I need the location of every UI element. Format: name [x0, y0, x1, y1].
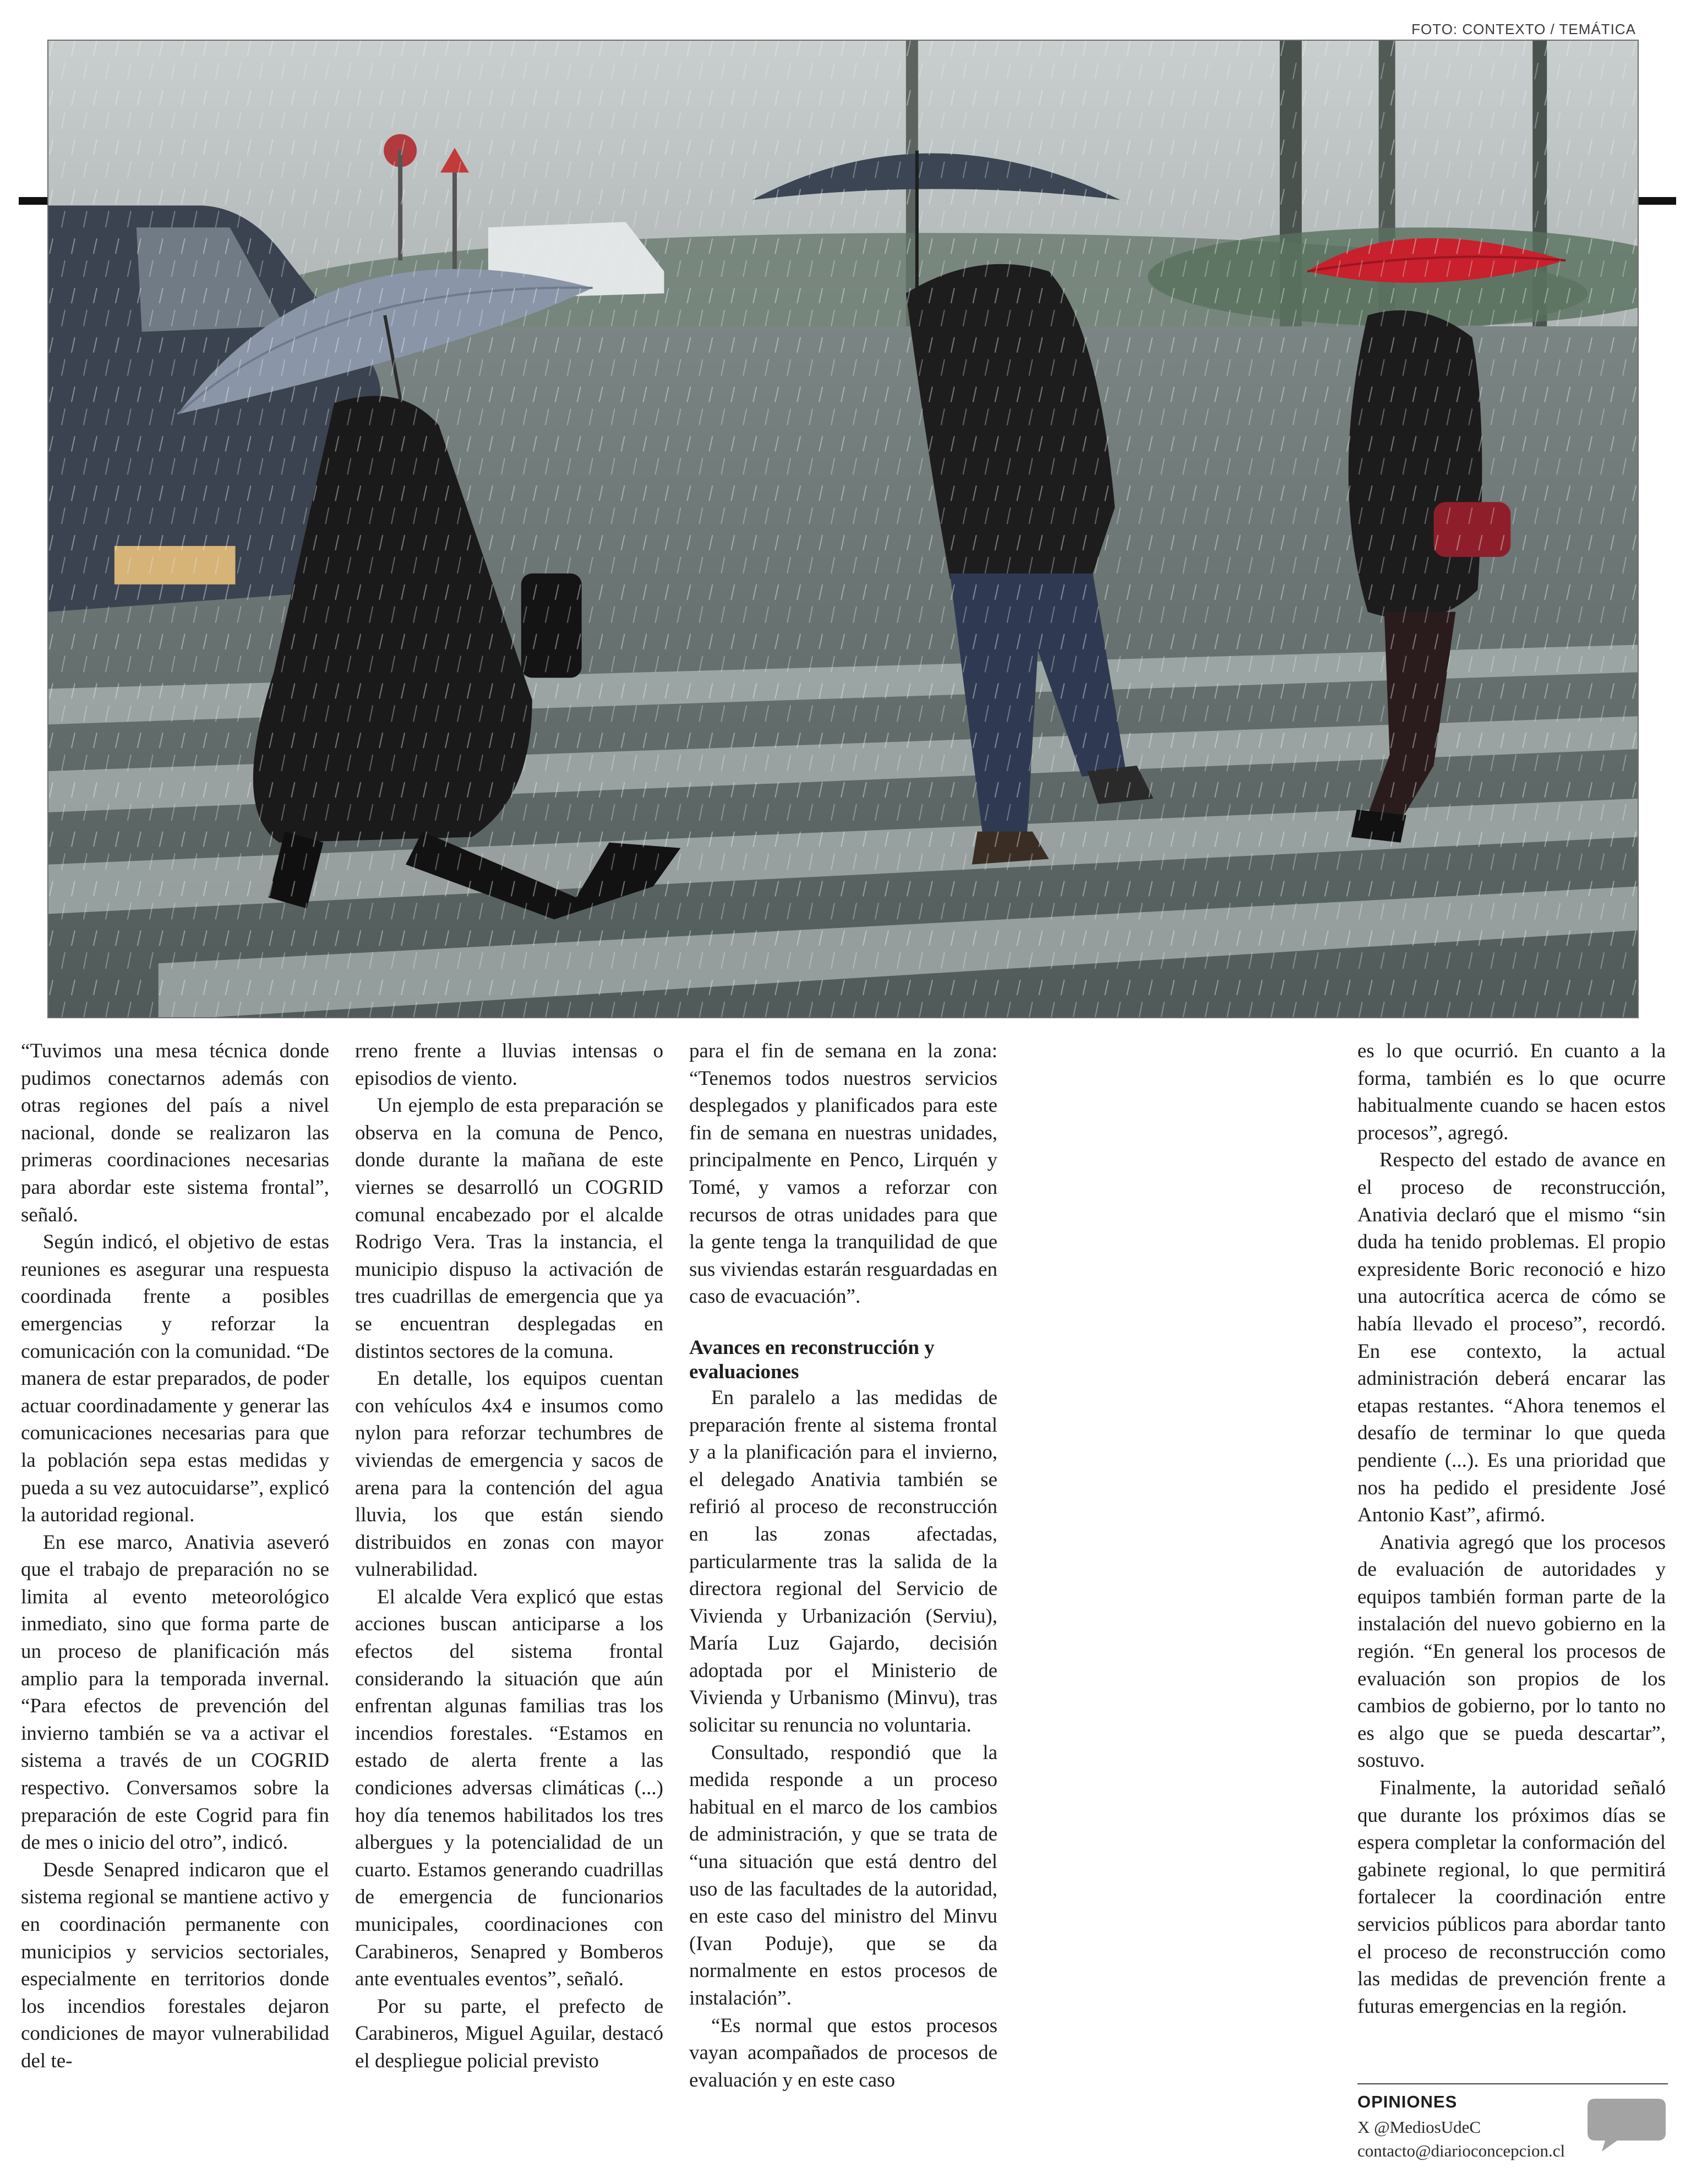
section-subheading: Avances en reconstrucción y evaluaciones	[689, 1336, 935, 1383]
rain-scene-illustration	[48, 41, 1638, 1017]
x-handle-link[interactable]: X @MediosUdeC	[1357, 2117, 1481, 2137]
paragraph: Por su parte, el prefecto de Carabineros, Miguel Aguilar, destacó el despliegue policial previsto	[355, 1995, 663, 2072]
opiniones-box	[1357, 2083, 1668, 2167]
paragraph: es lo que ocurrió. En cuanto a la forma, también es lo que ocurre habitualmente cuando se hacen estos procesos”, agregó.	[1357, 1040, 1666, 1144]
section-rule-right	[1638, 197, 1676, 205]
contact-email-link[interactable]: contacto@diarioconcepcion.cl	[1357, 2141, 1565, 2160]
photo-credit: FOTO: CONTEXTO / TEMÁTICA	[1411, 21, 1636, 37]
section-rule-left	[19, 197, 50, 205]
paragraph: Un ejemplo de esta preparación se observa en la comuna de Penco, donde durante la mañana de este viernes se desarrolló un COGRID comunal encabezado por el alcalde Rodrigo Vera. Tras la instancia, el municipio dispuso la activación de tres cuadrillas de emergencia que ya se encuentran desplegadas en distintos sectores de la comuna.	[355, 1094, 663, 1363]
rain-street-photo	[47, 40, 1639, 1018]
paragraph: Respecto del estado de avance en el proceso de reconstrucción, Anativia declaró que el mismo “sin duda ha tenido problemas. El propio expresidente Boric reconoció e hizo una autocrítica acerca de cómo se había llevado el proceso”, recordó. En ese contexto, la actual administración deberá encarar las etapas restantes. “Ahora tenemos el desafío de terminar lo que queda pendiente (...). Es una prioridad que nos ha pedido el presidente José Antonio Kast”, afirmó.	[1357, 1149, 1666, 1527]
article-column-2	[355, 1038, 663, 2075]
paragraph: Consultado, respondió que la medida responde a un proceso habitual en el marco de los cambios de administración, y que se trata de “una situación que está dentro del uso de las facultades de la autoridad, en este caso del ministro del Minvu (Ivan Poduje), que se da normalmente en estos procesos de instalación”.	[689, 1741, 997, 2010]
paragraph: En detalle, los equipos cuentan con vehículos 4x4 e insumos como nylon para reforzar techumbres de viviendas de emergencia y sacos de arena para la contención del agua lluvia, los que están siendo distribuidos en zonas con mayor vulnerabilidad.	[355, 1367, 663, 1581]
paragraph: para el fin de semana en la zona: “Tenemos todos nuestros servicios desplegados y planificados para este fin de semana en nuestras unidades, principalmente en Penco, Lirquén y Tomé, y vamos a reforzar con recursos de otras unidades para que la gente tenga la tranquilidad de que sus viviendas estarán resguardadas en caso de evacuación”.	[689, 1040, 997, 1308]
paragraph: Anativia agregó que los procesos de evaluación de autoridades y equipos también forman parte de la instalación del nuevo gobierno en la región. “En general los procesos de evaluación son propios de los cambios de gobierno, por lo tanto no es algo que se pueda descartar”, sostuvo.	[1357, 1531, 1666, 1772]
paragraph: El alcalde Vera explicó que estas acciones buscan anticiparse a los efectos del sistema frontal considerando la situación que aún enfrentan algunas familias tras los incendios forestales. “Estamos en estado de alerta frente a las condiciones adversas climáticas (...) hoy día tenemos habilitados los tres albergues y la potencialidad de un cuarto. Estamos generando cuadrillas de emergencia de funcionarios municipales, coordinaciones con Carabineros, Senapred y Bomberos ante eventuales eventos”, señaló.	[355, 1585, 663, 1991]
article-column-3	[689, 1038, 997, 2094]
speech-bubble-icon	[1585, 2094, 1668, 2155]
opiniones-title: OPINIONES	[1357, 2092, 1458, 2111]
paragraph: rreno frente a lluvias intensas o episodios de viento.	[355, 1040, 663, 1090]
paragraph: Desde Senapred indicaron que el sistema regional se mantiene activo y en coordinación permanente con municipios y servicios sectoriales, especialmente en territorios donde los incendios forestales dejaron condiciones de mayor vulnerabilidad del te-	[21, 1858, 329, 2072]
paragraph: En ese marco, Anativia aseveró que el trabajo de preparación no se limita al evento meteorológico inmediato, sino que forma parte de un proceso de planificación más amplio para la temporada invernal. “Para efectos de prevención del invierno también se va a activar el sistema a través de un COGRID respectivo. Conversamos sobre la preparación de este Cogrid para fin de mes o inicio del otro”, indicó.	[21, 1531, 329, 1854]
paragraph: Finalmente, la autoridad señaló que durante los próximos días se espera completar la conformación del gabinete regional, lo que permitirá fortalecer la coordinación entre servicios públicos para abordar tanto el proceso de reconstrucción como las medidas de prevención frente a futuras emergencias en la región.	[1357, 1777, 1666, 2018]
paragraph: “Es normal que estos procesos vayan acompañados de procesos de evaluación y en este caso	[689, 2014, 997, 2092]
article-column-4	[1357, 1038, 1666, 2020]
paragraph: Según indicó, el objetivo de estas reuniones es asegurar una respuesta coordinada frente a posibles emergencias y reforzar la comunicación con la comunidad. “De manera de estar preparados, de poder actuar coordinadamente y generar las comunicaciones necesarias para que la población sepa estas medidas y pueda a su vez autocuidarse”, explicó la autoridad regional.	[21, 1231, 329, 1527]
paragraph: “Tuvimos una mesa técnica donde pudimos conectarnos además con otras regiones del país a nivel nacional, donde se realizaron las primeras coordinaciones necesarias para abordar este sistema frontal”, señaló.	[21, 1040, 329, 1226]
article-column-1	[21, 1038, 329, 2075]
paragraph: En paralelo a las medidas de preparación frente al sistema frontal y a la planificación para el invierno, el delegado Anativia también se refirió al proceso de reconstrucción en las zonas afectadas, particularmente tras la salida de la directora regional del Servicio de Vivienda y Urbanización (Serviu), María Luz Gajardo, decisión adoptada por el Ministerio de Vivienda y Urbanismo (Minvu), tras solicitar su renuncia no voluntaria.	[689, 1386, 997, 1737]
